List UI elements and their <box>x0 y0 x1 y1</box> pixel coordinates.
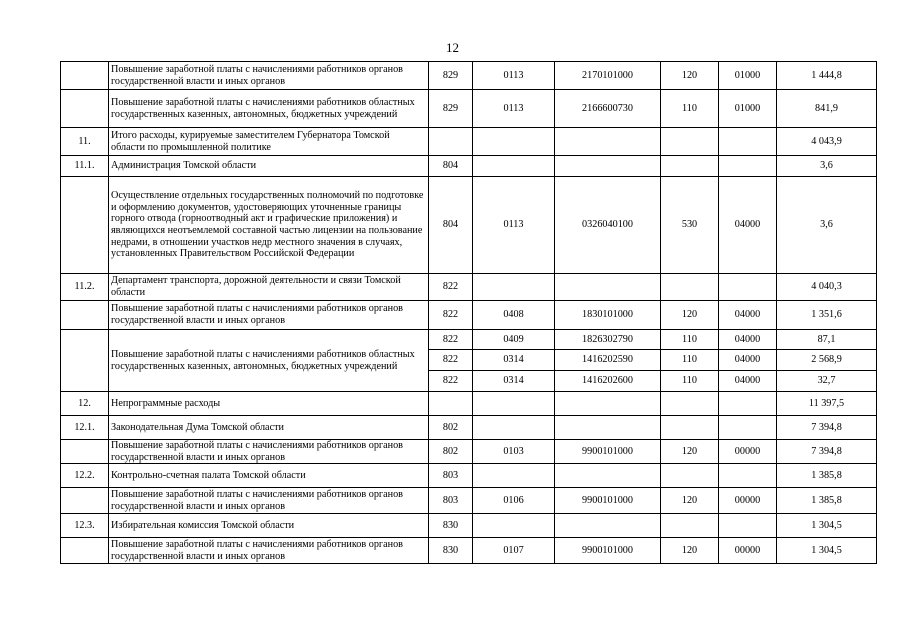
table-row <box>61 416 877 440</box>
col-code <box>719 156 777 177</box>
col-vr: 120 <box>661 488 719 514</box>
col-amount: 1 444,8 <box>777 62 877 90</box>
row-description: Администрация Томской области <box>109 156 429 177</box>
col-rz <box>473 392 555 416</box>
row-number: 11. <box>61 128 109 156</box>
col-csr: 9900101000 <box>555 440 661 464</box>
table-row <box>61 514 877 538</box>
table-row <box>61 392 877 416</box>
col-gr: 829 <box>429 90 473 128</box>
col-gr: 803 <box>429 488 473 514</box>
col-code: 04000 <box>719 330 777 350</box>
col-gr: 802 <box>429 416 473 440</box>
col-code <box>719 392 777 416</box>
col-code: 00000 <box>719 440 777 464</box>
col-code: 04000 <box>719 371 777 392</box>
col-code <box>719 464 777 488</box>
table-row <box>61 156 877 177</box>
col-rz <box>473 128 555 156</box>
row-description: Повышение заработной платы с начислениями работников органов государственной власти и иных органов <box>109 488 429 514</box>
col-csr <box>555 128 661 156</box>
table-row <box>61 488 877 514</box>
col-csr: 0326040100 <box>555 177 661 274</box>
row-description: Избирательная комиссия Томской области <box>109 514 429 538</box>
row-description: Повышение заработной платы с начислениями работников областных государственных казенных, автономных, бюджетных учреждений <box>109 330 429 392</box>
table-row <box>61 62 877 90</box>
col-csr <box>555 464 661 488</box>
col-amount: 1 385,8 <box>777 488 877 514</box>
col-gr: 822 <box>429 301 473 330</box>
table-row <box>61 330 877 350</box>
col-vr <box>661 392 719 416</box>
col-csr: 1416202600 <box>555 371 661 392</box>
col-vr <box>661 274 719 301</box>
col-csr: 9900101000 <box>555 538 661 564</box>
table-row <box>61 177 877 274</box>
col-csr <box>555 274 661 301</box>
col-rz: 0408 <box>473 301 555 330</box>
col-gr <box>429 392 473 416</box>
col-rz <box>473 156 555 177</box>
col-code: 01000 <box>719 62 777 90</box>
row-number: 11.2. <box>61 274 109 301</box>
budget-table <box>60 61 877 564</box>
table-row <box>61 538 877 564</box>
col-csr: 2166600730 <box>555 90 661 128</box>
col-rz <box>473 416 555 440</box>
col-vr: 120 <box>661 538 719 564</box>
col-vr: 110 <box>661 330 719 350</box>
col-rz: 0113 <box>473 177 555 274</box>
col-vr: 110 <box>661 90 719 128</box>
row-description: Повышение заработной платы с начислениями работников органов государственной власти и иных органов <box>109 62 429 90</box>
col-code <box>719 514 777 538</box>
row-description: Повышение заработной платы с начислениями работников органов государственной власти и иных органов <box>109 538 429 564</box>
col-gr: 829 <box>429 62 473 90</box>
col-gr: 822 <box>429 274 473 301</box>
col-csr: 1416202590 <box>555 350 661 371</box>
col-amount: 1 351,6 <box>777 301 877 330</box>
table-row <box>61 440 877 464</box>
col-gr: 830 <box>429 514 473 538</box>
col-vr: 120 <box>661 440 719 464</box>
col-csr: 9900101000 <box>555 488 661 514</box>
row-description: Повышение заработной платы с начислениями работников органов государственной власти и иных органов <box>109 440 429 464</box>
col-gr: 804 <box>429 156 473 177</box>
row-number <box>61 440 109 464</box>
col-rz <box>473 464 555 488</box>
page-number: 12 <box>446 40 459 55</box>
col-gr: 802 <box>429 440 473 464</box>
table-row <box>61 128 877 156</box>
col-amount: 1 385,8 <box>777 464 877 488</box>
col-rz: 0314 <box>473 350 555 371</box>
col-vr: 120 <box>661 301 719 330</box>
col-csr <box>555 392 661 416</box>
row-description: Департамент транспорта, дорожной деятельности и связи Томской области <box>109 274 429 301</box>
col-gr: 822 <box>429 371 473 392</box>
col-rz: 0113 <box>473 62 555 90</box>
col-amount: 1 304,5 <box>777 538 877 564</box>
row-description: Осуществление отдельных государственных полномочий по подготовке и оформлению документов, удостоверяющих уточненные границы горного отвода (горноотводный акт и графические приложения) и являющихся неотъемлемой составной частью лицензии на пользование недрами, в отношении участков недр местного значения в случаях, установленных Правительством Российской Федерации <box>109 177 429 274</box>
row-number: 12.1. <box>61 416 109 440</box>
col-gr: 830 <box>429 538 473 564</box>
row-description: Повышение заработной платы с начислениями работников органов государственной власти и иных органов <box>109 301 429 330</box>
col-vr <box>661 416 719 440</box>
col-amount: 11 397,5 <box>777 392 877 416</box>
col-code: 00000 <box>719 538 777 564</box>
row-number: 12.2. <box>61 464 109 488</box>
col-code: 04000 <box>719 301 777 330</box>
col-amount: 7 394,8 <box>777 440 877 464</box>
col-gr: 804 <box>429 177 473 274</box>
col-code: 04000 <box>719 177 777 274</box>
col-rz: 0103 <box>473 440 555 464</box>
col-gr: 803 <box>429 464 473 488</box>
table-row <box>61 274 877 301</box>
row-number <box>61 90 109 128</box>
row-description: Непрограммные расходы <box>109 392 429 416</box>
row-description: Повышение заработной платы с начислениями работников областных государственных казенных, автономных, бюджетных учреждений <box>109 90 429 128</box>
col-vr: 110 <box>661 350 719 371</box>
col-rz: 0314 <box>473 371 555 392</box>
table-row <box>61 301 877 330</box>
col-amount: 32,7 <box>777 371 877 392</box>
col-rz: 0113 <box>473 90 555 128</box>
col-amount: 7 394,8 <box>777 416 877 440</box>
col-csr: 1826302790 <box>555 330 661 350</box>
col-csr: 1830101000 <box>555 301 661 330</box>
row-number <box>61 301 109 330</box>
row-number: 11.1. <box>61 156 109 177</box>
row-description: Контрольно-счетная палата Томской области <box>109 464 429 488</box>
row-description: Итого расходы, курируемые заместителем Губернатора Томской области по промышленной политике <box>109 128 429 156</box>
col-gr <box>429 128 473 156</box>
col-vr <box>661 128 719 156</box>
col-code: 04000 <box>719 350 777 371</box>
col-amount: 3,6 <box>777 177 877 274</box>
col-amount: 1 304,5 <box>777 514 877 538</box>
col-vr: 110 <box>661 371 719 392</box>
col-csr: 2170101000 <box>555 62 661 90</box>
row-number: 12. <box>61 392 109 416</box>
col-amount: 4 040,3 <box>777 274 877 301</box>
col-vr <box>661 156 719 177</box>
col-rz: 0409 <box>473 330 555 350</box>
col-code <box>719 274 777 301</box>
col-gr: 822 <box>429 330 473 350</box>
col-rz <box>473 514 555 538</box>
col-vr <box>661 464 719 488</box>
col-amount: 2 568,9 <box>777 350 877 371</box>
row-number <box>61 488 109 514</box>
row-number <box>61 177 109 274</box>
col-amount: 4 043,9 <box>777 128 877 156</box>
row-number <box>61 330 109 392</box>
row-number <box>61 538 109 564</box>
col-csr <box>555 156 661 177</box>
col-amount: 841,9 <box>777 90 877 128</box>
col-vr: 530 <box>661 177 719 274</box>
col-gr: 822 <box>429 350 473 371</box>
col-code <box>719 416 777 440</box>
col-rz: 0107 <box>473 538 555 564</box>
row-description: Законодательная Дума Томской области <box>109 416 429 440</box>
row-number <box>61 62 109 90</box>
col-vr <box>661 514 719 538</box>
col-csr <box>555 416 661 440</box>
col-code: 01000 <box>719 90 777 128</box>
col-amount: 3,6 <box>777 156 877 177</box>
col-code <box>719 128 777 156</box>
col-rz: 0106 <box>473 488 555 514</box>
col-rz <box>473 274 555 301</box>
col-code: 00000 <box>719 488 777 514</box>
row-number: 12.3. <box>61 514 109 538</box>
col-amount: 87,1 <box>777 330 877 350</box>
table-row <box>61 464 877 488</box>
table-row <box>61 90 877 128</box>
col-vr: 120 <box>661 62 719 90</box>
col-csr <box>555 514 661 538</box>
